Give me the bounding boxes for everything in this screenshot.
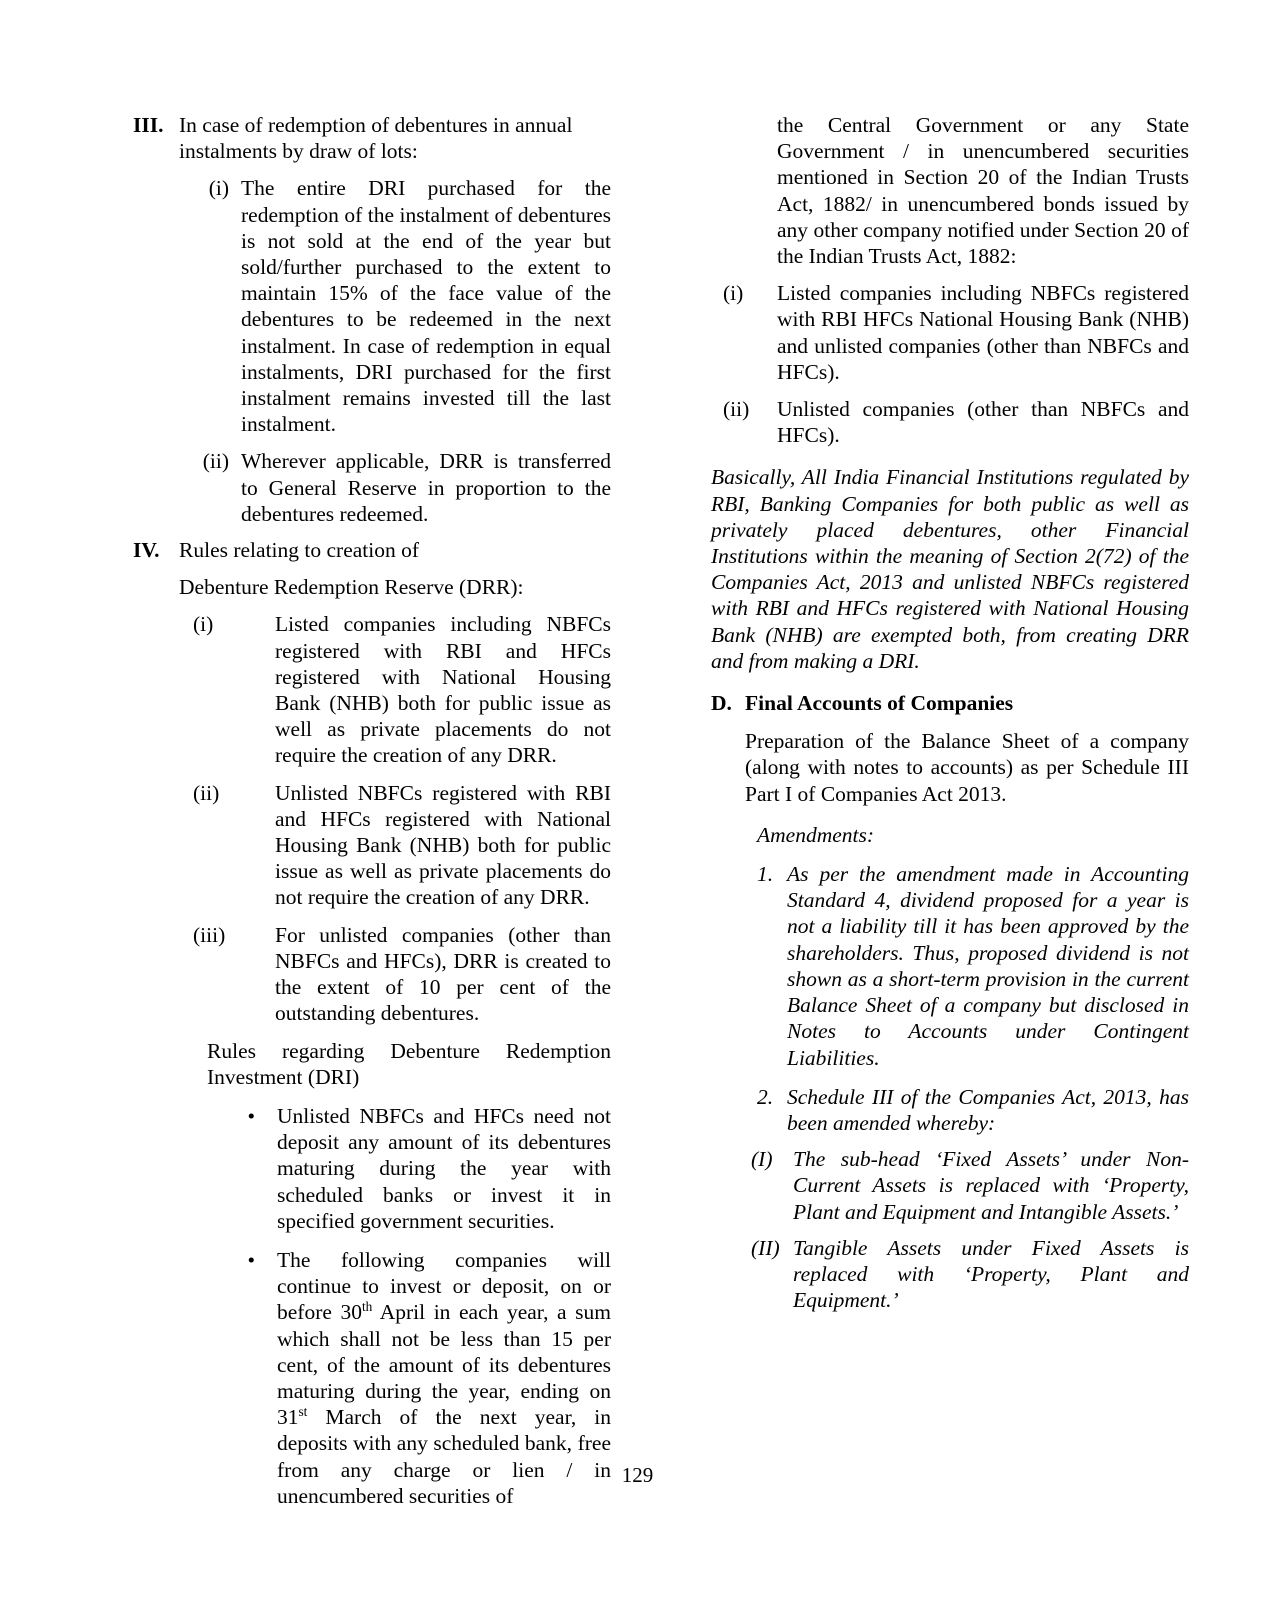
sub-amendment-marker: (II) bbox=[751, 1235, 780, 1260]
ordinal-suffix-st: st bbox=[298, 1403, 308, 1419]
list-item-marker: (i) bbox=[723, 281, 744, 306]
list-item-text: Wherever applicable, DRR is transferred to General Reserve in proportion to the debentures redeemed. bbox=[241, 449, 611, 526]
sub-amendment-item bbox=[745, 1235, 1189, 1314]
list-item-text: Unlisted NBFCs registered with RBI and HFCs registered with National Housing Bank (NHB) both for public issue as well as private placements do not require the creation of any DRR. bbox=[275, 780, 611, 910]
list-item-marker: (i) bbox=[193, 612, 214, 637]
bullet-marker: • bbox=[247, 1103, 255, 1128]
section-iv-heading-line2: Debenture Redemption Reserve (DRR): bbox=[179, 575, 524, 600]
bullet-item bbox=[179, 1103, 611, 1234]
list-item-text: The entire DRI purchased for the redemption of the instalment of debentures is not sold at the end of the year but sold/further purchased to the extent to maintain 15% of the face value of the debentures to be redeemed in the next instalment. In case of redemption in equal instalments, DRI purchased for the first instalment remains invested till the last instalment. bbox=[241, 176, 611, 437]
basically-note: Basically, All India Financial Institutions regulated by RBI, Banking Companies for both public as well as privately placed debentures, other Financial Institutions within the meaning of Section 2(72) of the Companies Act, 2013 and unlisted NBFCs registered with RBI and HFCs registered with National Housing Bank (NHB) are exempted both, from creating DRR and from making a DRI. bbox=[711, 465, 1189, 673]
section-iv-marker: IV. bbox=[133, 538, 160, 563]
right-column bbox=[711, 112, 1189, 1313]
list-item bbox=[179, 922, 611, 1027]
section-d-heading: Final Accounts of Companies bbox=[745, 691, 1014, 716]
bullet-marker: • bbox=[247, 1247, 255, 1272]
list-item-marker: (i) bbox=[208, 176, 229, 201]
ordinal-suffix-th: th bbox=[361, 1299, 373, 1315]
list-item-text: Listed companies including NBFCs registered with RBI and HFCs registered with National Housing Bank (NHB) both for public issue as well as private placements do not require the creation of any DRR. bbox=[275, 612, 611, 768]
amendment-item bbox=[745, 1084, 1189, 1136]
list-item bbox=[711, 396, 1189, 448]
section-iv-body bbox=[179, 537, 611, 1509]
section-d-body bbox=[745, 690, 1189, 1313]
section-iii-heading: In case of redemption of debentures in annual instalments by draw of lots: bbox=[179, 113, 573, 164]
sub-amendment-item bbox=[745, 1146, 1189, 1225]
list-item-marker: (ii) bbox=[202, 449, 229, 474]
page-number: 129 bbox=[621, 1463, 654, 1487]
list-item-marker: (iii) bbox=[193, 922, 226, 947]
section-iii-marker: III. bbox=[133, 113, 164, 137]
bullet-text-part1: The following companies will continue to invest or deposit, on or before 30 bbox=[277, 1247, 611, 1325]
section-d bbox=[711, 690, 1189, 1313]
bullet-text: Unlisted NBFCs and HFCs need not deposit any amount of its debentures maturing during the year with scheduled banks or invest it in specified government securities. bbox=[277, 1103, 611, 1233]
spacer bbox=[133, 527, 611, 537]
continuation-paragraph: the Central Government or any State Government / in unencumbered securities mentioned in Section 20 of the Indian Trusts Act, 1882/ in unencumbered bonds issued by any other company notified under Section 20 of the Indian Trusts Act, 1882: bbox=[777, 113, 1189, 269]
section-iv bbox=[133, 537, 611, 1509]
section-iii-body bbox=[179, 112, 611, 527]
sub-amendment-text: Tangible Assets under Fixed Assets is replaced with ‘Property, Plant and Equipment.’ bbox=[793, 1235, 1189, 1313]
list-item bbox=[179, 780, 611, 911]
amendment-text: Schedule III of the Companies Act, 2013, has been amended whereby: bbox=[787, 1084, 1189, 1135]
left-column bbox=[133, 112, 611, 1509]
section-d-intro: Preparation of the Balance Sheet of a company (along with notes to accounts) as per Schedule III Part I of Companies Act 2013. bbox=[745, 729, 1189, 806]
list-item bbox=[179, 611, 611, 768]
bullet-text-part3: March of the next year, in deposits with any scheduled bank, free from any charge or lien / in unencumbered securities of bbox=[277, 1405, 611, 1508]
bullet-text-part2: April in each year, a sum which shall not be less than 15 per cent, of the amount of its debentures maturing during the year, ending on 31 bbox=[277, 1300, 611, 1430]
amendment-marker: 1. bbox=[757, 862, 774, 887]
amendment-item bbox=[745, 861, 1189, 1071]
section-iii bbox=[133, 112, 611, 527]
amendment-marker: 2. bbox=[757, 1084, 774, 1109]
dri-heading: Rules regarding Debenture Redemption Investment (DRI) bbox=[207, 1038, 611, 1089]
list-item bbox=[711, 280, 1189, 385]
amendments-label: Amendments: bbox=[757, 822, 875, 847]
list-item-text: Unlisted companies (other than NBFCs and HFCs). bbox=[777, 397, 1189, 448]
sub-amendment-text: The sub-head ‘Fixed Assets’ under Non-Current Assets is replaced with ‘Property, Plant and Equipment and Intangible Assets.’ bbox=[793, 1147, 1189, 1224]
section-d-marker: D. bbox=[711, 691, 732, 716]
section-iv-heading-line1: Rules relating to creation of bbox=[179, 538, 420, 563]
amendment-text: As per the amendment made in Accounting Standard 4, dividend proposed for a year is not a liability till it has been approved by the shareholders. Thus, proposed dividend is not shown as a short-term provision in the current Balance Sheet of a company but disclosed in Notes to Accounts under Contingent Liabilities. bbox=[787, 862, 1189, 1070]
list-item bbox=[179, 175, 611, 437]
list-item bbox=[179, 448, 611, 527]
list-item-marker: (ii) bbox=[723, 397, 750, 422]
sub-amendment-marker: (I) bbox=[751, 1147, 773, 1172]
list-item-text: For unlisted companies (other than NBFCs and HFCs), DRR is created to the extent of 10 per cent of the outstanding debentures. bbox=[275, 922, 611, 1026]
list-item-text: Listed companies including NBFCs registered with RBI HFCs National Housing Bank (NHB) and unlisted companies (other than NBFCs and HFCs). bbox=[777, 281, 1189, 384]
list-item-marker: (ii) bbox=[193, 780, 220, 805]
